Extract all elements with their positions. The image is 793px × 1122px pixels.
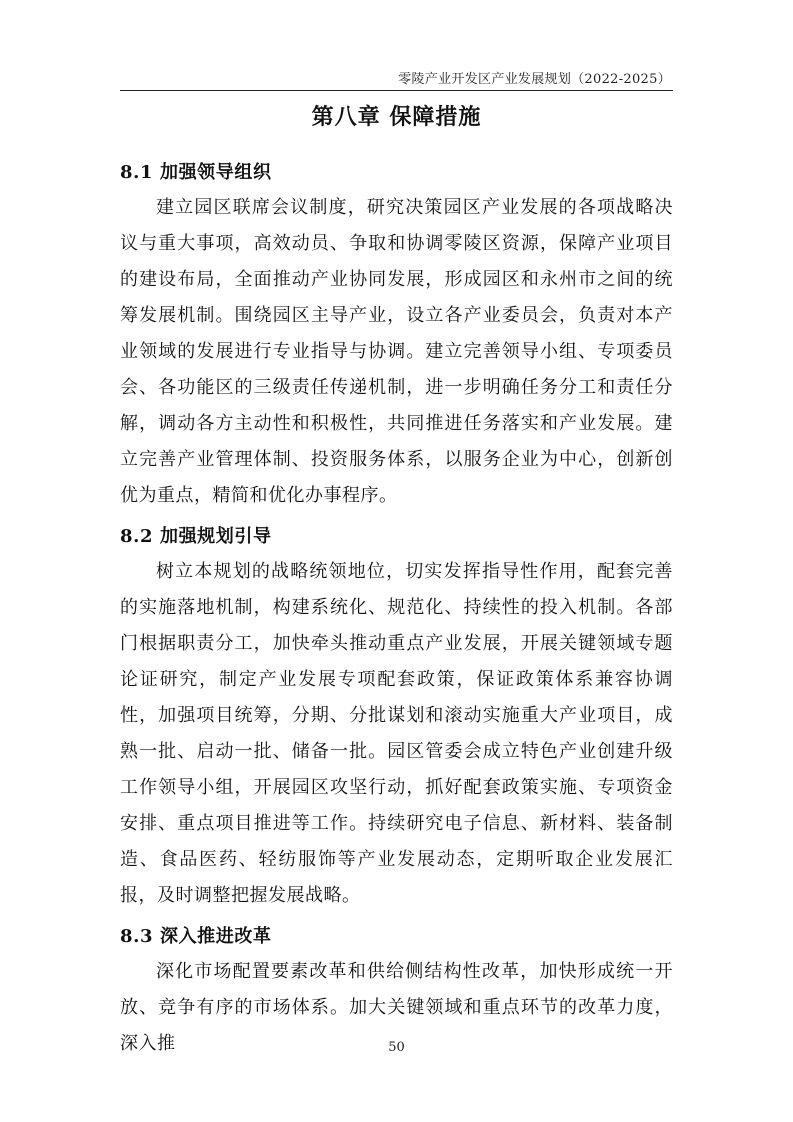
section-heading-8-3: 8.3 深入推进改革 xyxy=(120,926,272,947)
page-number: 50 xyxy=(388,1040,405,1055)
section-paragraph-8-1: 建立园区联席会议制度，研究决策园区产业发展的各项战略决议与重大事项，高效动员、争取和协调零陵区资源，保障产业项目的建设布局，全面推动产业协同发展，形成园区和永州市之间的统筹发展机制。围绕园区主导产业，设立各产业委员会，负责对本产业领域的发展进行专业指导与协调。建立完善领导小组、专项委员会、各功能区的三级责任传递机制，进一步明确任务分工和责任分解，调动各方主动性和积极性，共同推进任务落实和产业发展。建立完善产业管理体制、投资服务体系，以服务企业为中心，创新创优为重点，精简和优化办事程序。 xyxy=(120,197,673,506)
chapter-title: 第八章 保障措施 xyxy=(311,104,482,130)
header-rule xyxy=(120,90,673,91)
section-heading-8-2: 8.2 加强规划引导 xyxy=(120,526,272,547)
section-paragraph-8-3: 深化市场配置要素改革和供给侧结构性改革，加快形成统一开放、竞争有序的市场体系。加大关键领域和重点环节的改革力度，深入推 xyxy=(120,961,673,1054)
running-header: 零陵产业开发区产业发展规划（2022-2025） xyxy=(398,72,671,87)
section-heading-8-1: 8.1 加强领导组织 xyxy=(120,162,272,183)
section-paragraph-8-2: 树立本规划的战略统领地位，切实发挥指导性作用，配套完善的实施落地机制，构建系统化、规范化、持续性的投入机制。各部门根据职责分工，加快牵头推动重点产业发展，开展关键领域专题论证研究，制定产业发展专项配套政策，保证政策体系兼容协调性，加强项目统筹，分期、分批谋划和滚动实施重大产业项目，成熟一批、启动一批、储备一批。园区管委会成立特色产业创建升级工作领导小组，开展园区攻坚行动，抓好配套政策实施、专项资金安排、重点项目推进等工作。持续研究电子信息、新材料、装备制造、食品医药、轻纺服饰等产业发展动态，定期听取企业发展汇报，及时调整把握发展战略。 xyxy=(120,561,673,906)
